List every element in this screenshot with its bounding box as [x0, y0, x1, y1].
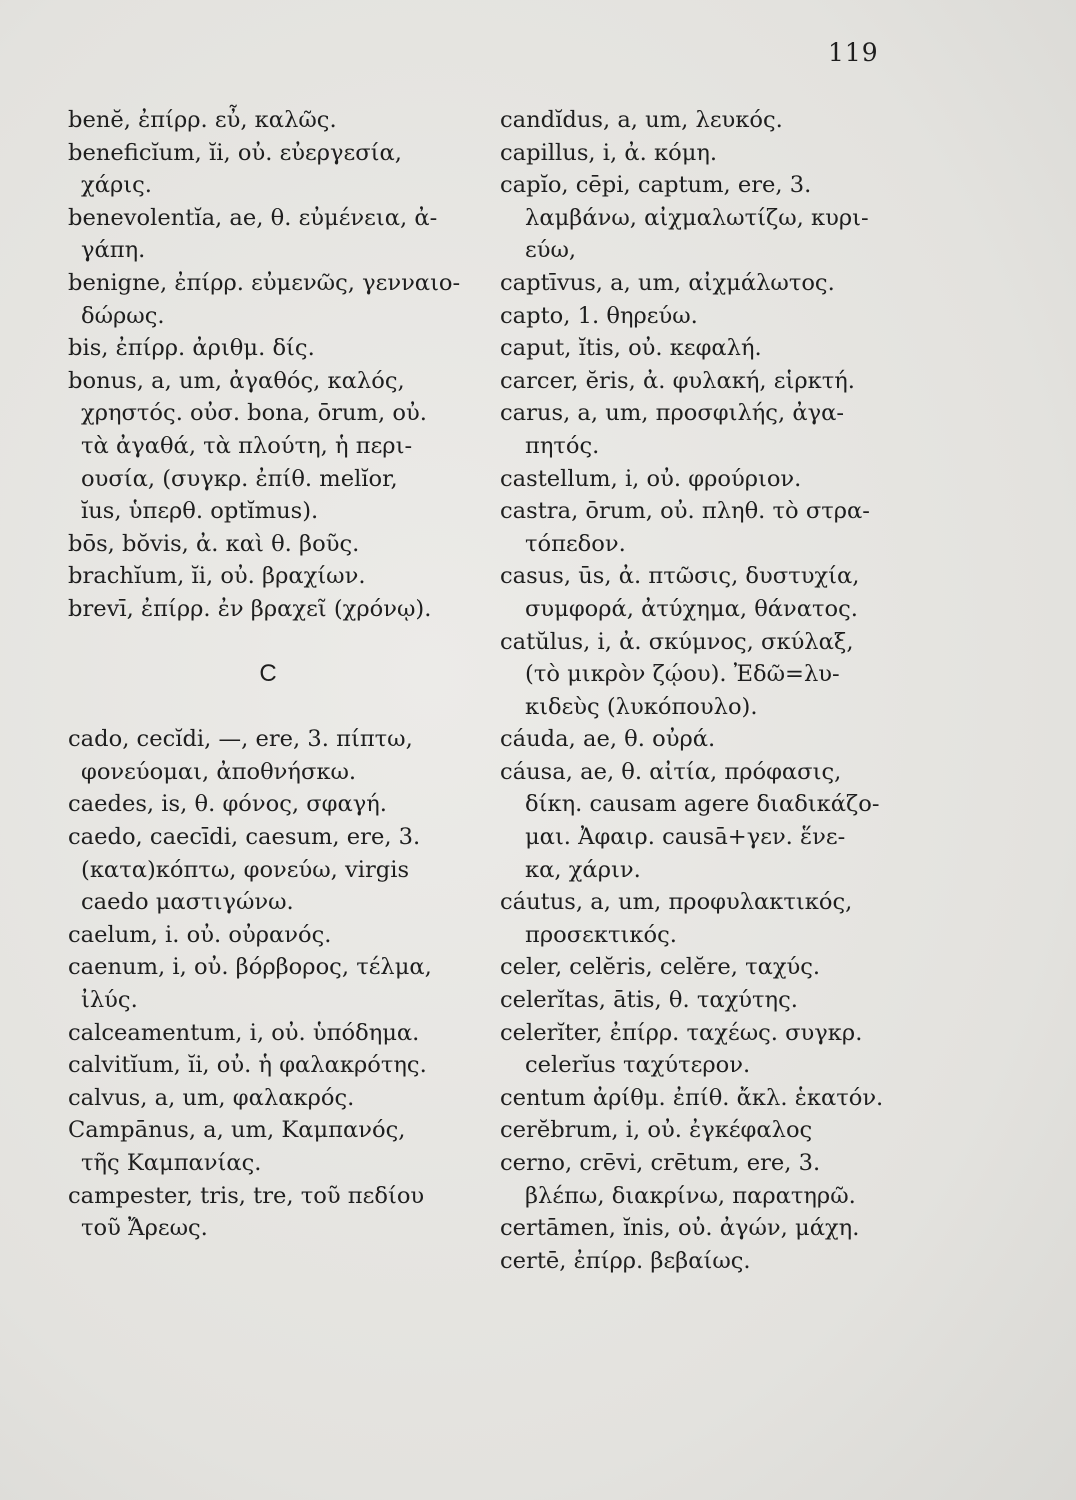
- entry-line: castellum, i, οὐ. φρούριον.: [500, 465, 802, 492]
- entry-line: carus, a, um, προσφιλής, ἀγα-: [500, 400, 844, 427]
- entry-line: calceamentum, i, οὐ. ὑπόδημα.: [68, 1019, 420, 1046]
- entry-line: κα, χάριν.: [525, 856, 641, 883]
- entry-line: δίκη. causam agere διαδικάζο-: [525, 791, 880, 818]
- entry-line: celerĭter, ἐπίρρ. ταχέως. συγκρ.: [500, 1019, 863, 1046]
- entry-line: caenum, i, οὐ. βόρβορος, τέλμα,: [68, 954, 432, 981]
- entry-line: catŭlus, i, ἀ. σκύμνος, σκύλαξ,: [500, 628, 854, 655]
- entry-line: φονεύομαι, ἀποθνήσκω.: [81, 758, 357, 785]
- entry-line: caedes, is, θ. φόνος, σφαγή.: [68, 791, 387, 818]
- entry-line: λαμβάνω, αἰχμαλωτίζω, κυρι-: [525, 204, 869, 231]
- right-column: [500, 104, 910, 1277]
- entry-line: τῆς Καμπανίας.: [81, 1150, 262, 1176]
- entry-line: benevolentĭa, ae, θ. εὐμένεια, ἀ-: [68, 204, 438, 231]
- entry-line: carcer, ĕris, ἀ. φυλακή, εἱρκτή.: [500, 367, 855, 394]
- entry-line: celer, celĕris, celĕre, ταχύς.: [500, 954, 821, 981]
- entry-line: benigne, ἐπίρρ. εὐμενῶς, γενναιο-: [68, 269, 461, 296]
- entry-line: τὰ ἀγαθά, τὰ πλούτη, ἡ περι-: [81, 432, 413, 459]
- entry-line: bonus, a, um, ἀγαθός, καλός,: [68, 367, 405, 394]
- entry-line: δώρως.: [81, 302, 165, 329]
- entry-line: candĭdus, a, um, λευκός.: [500, 107, 783, 133]
- entry-line: ουσία, (συγκρ. ἐπίθ. melĭor,: [81, 465, 398, 492]
- entry-line: beneficĭum, ĭi, οὐ. εὐεργεσία,: [68, 139, 402, 166]
- entry-line: capĭo, cēpi, captum, ere, 3.: [500, 172, 812, 199]
- entry-line: celerĭus ταχύτερον.: [525, 1052, 751, 1079]
- entry-line: cerno, crēvi, crētum, ere, 3.: [500, 1150, 821, 1176]
- entry-line: cáutus, a, um, προφυλακτικός,: [500, 889, 853, 916]
- entry-line: capillus, i, ἀ. κόμη.: [500, 139, 718, 166]
- entry-line: brevī, ἐπίρρ. ἐν βραχεῖ (χρόνῳ).: [68, 595, 432, 622]
- entry-line: χρηστός. οὐσ. bona, ōrum, οὐ.: [81, 400, 427, 427]
- spacer: [68, 626, 468, 659]
- entry-line: caput, ĭtis, οὐ. κεφαλή.: [500, 335, 762, 362]
- entry-line: cado, cecĭdi, —, ere, 3. πίπτω,: [68, 726, 413, 753]
- entry-line: caedo, caecīdi, caesum, ere, 3.: [68, 824, 421, 851]
- entry-line: πητός.: [525, 432, 600, 459]
- entry-line: cáuda, ae, θ. οὐρά.: [500, 726, 716, 753]
- entry-line: benĕ, ἐπίρρ. εὖ, καλῶς.: [68, 107, 337, 133]
- entry-line: κιδεὺς (λυκόπουλο).: [525, 693, 758, 720]
- entry-line: celerĭtas, ātis, θ. ταχύτης.: [500, 987, 798, 1014]
- section-letter-heading: C: [259, 660, 277, 688]
- entry-line: cerĕbrum, i, οὐ. ἐγκέφαλος: [500, 1117, 813, 1144]
- entry-line: caelum, i. οὐ. οὐρανός.: [68, 921, 332, 948]
- entry-line: bis, ἐπίρρ. ἀριθμ. δίς.: [68, 335, 315, 362]
- entry-line: συμφορά, ἀτύχημα, θάνατος.: [525, 595, 858, 622]
- entry-line: μαι. Ἀφαιρ. causā+γεν. ἕνε-: [525, 824, 846, 851]
- entry-line: calvitĭum, ĭi, οὐ. ἡ φαλακρότης.: [68, 1052, 427, 1079]
- entry-line: βλέπω, διακρίνω, παρατηρῶ.: [525, 1182, 856, 1209]
- entry-line: προσεκτικός.: [525, 921, 677, 948]
- entry-line: τοῦ Ἄρεως.: [81, 1215, 208, 1242]
- entry-line: calvus, a, um, φαλακρός.: [68, 1084, 355, 1111]
- entry-line: (τὸ μικρὸν ζῴου). Ἐδῶ=λυ-: [525, 661, 840, 688]
- page-number: 119: [828, 38, 879, 67]
- spacer: [68, 691, 468, 724]
- entry-line: ἰλύς.: [81, 987, 138, 1014]
- entry-line: γάπη.: [81, 237, 146, 264]
- entry-line: εύω,: [525, 237, 577, 264]
- entry-line: brachĭum, ĭi, οὐ. βραχίων.: [68, 563, 366, 590]
- entry-line: (κατα)κόπτω, φονεύω, virgis: [81, 856, 410, 883]
- left-column: [68, 104, 468, 1245]
- entry-line: castra, ōrum, οὐ. πληθ. τὸ στρα-: [500, 498, 870, 525]
- entry-line: captīvus, a, um, αἰχμάλωτος.: [500, 269, 835, 296]
- entry-line: caedo μαστιγώνω.: [81, 889, 294, 916]
- entry-line: capto, 1. θηρεύω.: [500, 302, 698, 329]
- entry-line: ĭus, ὑπερθ. optĭmus).: [81, 498, 319, 525]
- entry-line: centum ἀρίθμ. ἐπίθ. ἄκλ. ἑκατόν.: [500, 1084, 884, 1111]
- entry-line: certē, ἐπίρρ. βεβαίως.: [500, 1247, 751, 1274]
- entry-line: cáusa, ae, θ. αἰτία, πρόφασις,: [500, 758, 842, 785]
- entry-line: certāmen, ĭnis, οὐ. ἀγών, μάχη.: [500, 1215, 860, 1242]
- entry-line: χάρις.: [81, 172, 152, 199]
- entry-line: τόπεδον.: [525, 530, 626, 557]
- entry-line: casus, ūs, ἀ. πτῶσις, δυστυχία,: [500, 563, 860, 590]
- entry-line: Campānus, a, um, Καμπανός,: [68, 1117, 406, 1144]
- entry-line: campester, tris, tre, τοῦ πεδίου: [68, 1182, 425, 1209]
- entry-line: bōs, bŏvis, ἀ. καὶ θ. βοῦς.: [68, 530, 360, 557]
